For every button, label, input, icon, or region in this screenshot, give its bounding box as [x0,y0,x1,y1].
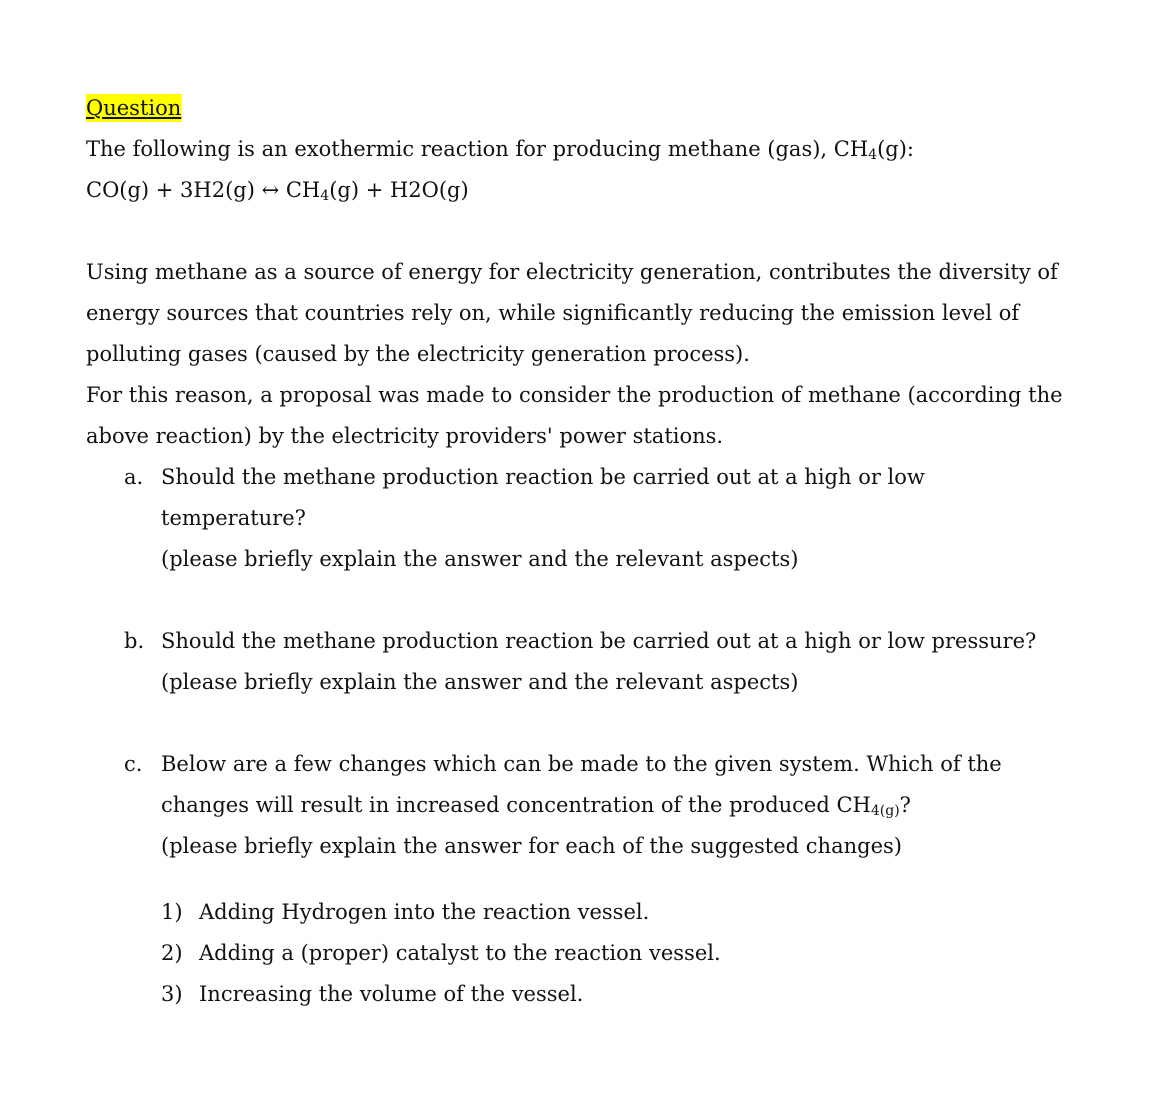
question-b-line-1: Should the methane production reaction be carried out at a high or low pressure? [161,629,1037,653]
change-item-2-number: 2) [161,941,183,965]
paragraph1-line-1: Using methane as a source of energy for electricity generation, contributes the diversity of [86,260,1058,284]
paragraph1-line-3: polluting gases (caused by the electricity generation process). [86,342,750,366]
question-c-marker: c. [124,752,143,776]
question-a-line-3: (please briefly explain the answer and the relevant aspects) [161,547,799,571]
question-c-line-3: (please briefly explain the answer for each of the suggested changes) [161,834,902,858]
paragraph2-line-1: For this reason, a proposal was made to consider the production of methane (according the [86,383,1063,407]
change-item-1-text: Adding Hydrogen into the reaction vessel. [199,900,650,924]
change-item-1 [86,892,1086,933]
question-b [86,621,1086,703]
question-c-line-1: Below are a few changes which can be made to the given system. Which of the [161,752,1002,776]
equation-left: CO(g) + 3H2(g) ↔ CH [86,178,321,202]
change-item-2-text: Adding a (proper) catalyst to the reaction vessel. [199,941,721,965]
question-a-marker: a. [124,465,144,489]
question-a-line-1: Should the methane production reaction be carried out at a high or low [161,465,925,489]
intro-text-end: (g): [877,137,914,161]
question-heading: Question [86,96,182,120]
intro-text: The following is an exothermic reaction for producing methane (gas), CH [86,137,869,161]
question-c-line-2-text: changes will result in increased concentration of the produced CH [161,793,871,817]
question-b-line-2: (please briefly explain the answer and the relevant aspects) [161,670,799,694]
intro-subscript: 4 [868,147,878,163]
change-item-3 [86,974,1086,1015]
question-c-line-2 [161,785,1086,826]
paragraph1-line-2: energy sources that countries rely on, while significantly reducing the emission level of [86,301,1020,325]
equation-right: (g) + H2O(g) [329,178,469,202]
question-a [86,457,1086,580]
question-c [86,744,1086,867]
question-a-line-2: temperature? [161,506,306,530]
change-item-3-text: Increasing the volume of the vessel. [199,982,584,1006]
change-item-2 [86,933,1086,974]
paragraph2-line-2: above reaction) by the electricity providers' power stations. [86,424,724,448]
question-b-marker: b. [124,629,145,653]
document-page [86,88,1086,1015]
reaction-equation [86,170,1086,211]
equation-subscript: 4 [320,188,330,204]
intro-line [86,129,1086,170]
question-c-subscript: 4(g) [870,803,900,819]
question-c-line-2-end: ? [899,793,911,817]
change-item-1-number: 1) [161,900,183,924]
change-item-3-number: 3) [161,982,183,1006]
